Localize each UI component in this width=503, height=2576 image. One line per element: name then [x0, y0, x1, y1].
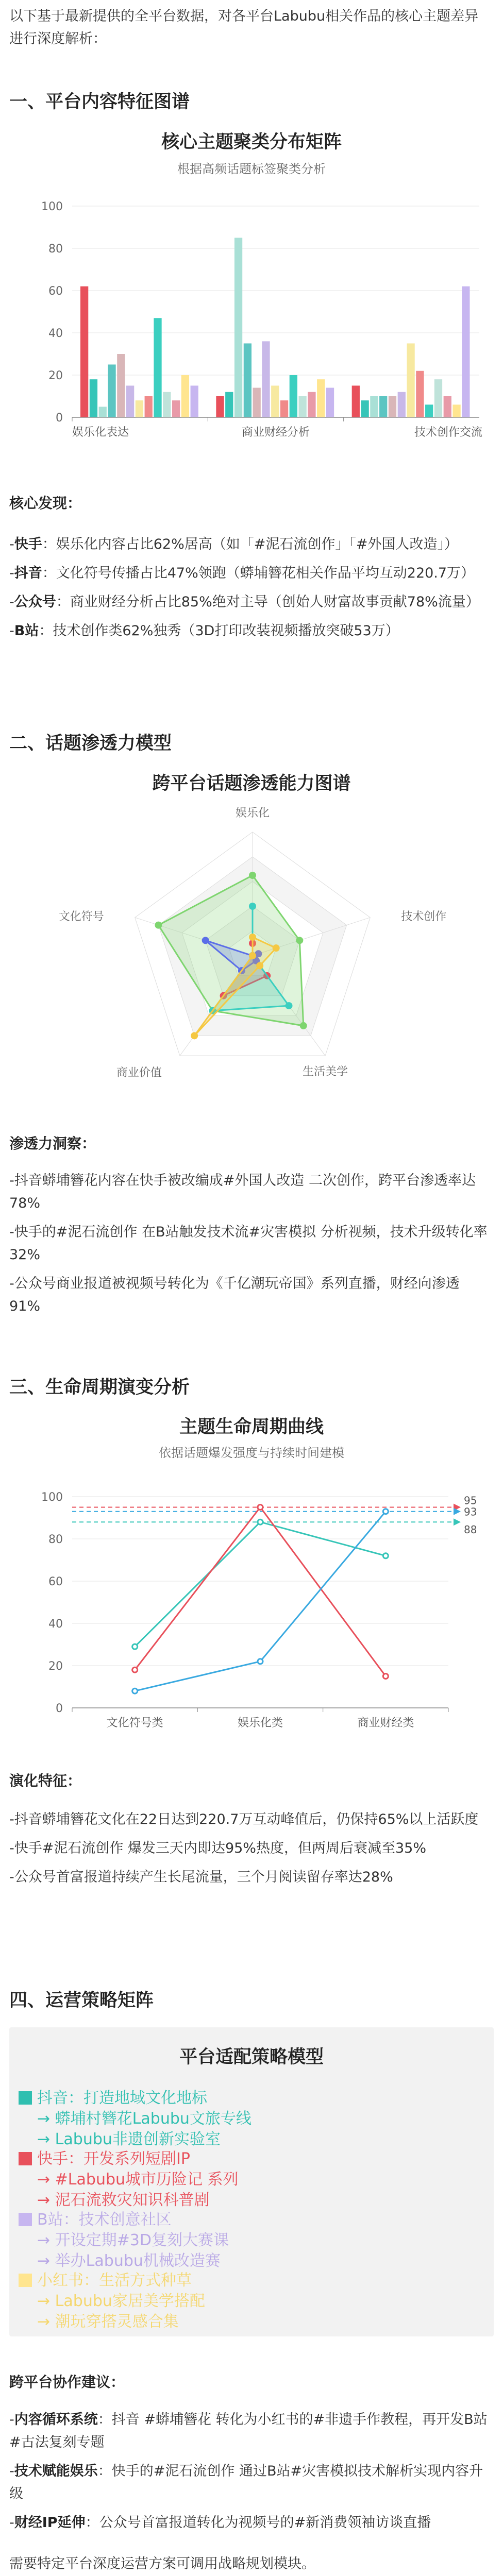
bar — [145, 396, 153, 417]
bar — [379, 396, 387, 417]
xiaohongshu-swatch-icon — [19, 2274, 32, 2287]
bilibili-swatch-icon — [19, 2213, 32, 2226]
strategy-kuaishou: 快手：开发系列短剧IP → #Labubu城市历险记 系列 → 泥石流救灾知识科普剧 — [19, 2149, 482, 2211]
bar — [407, 344, 414, 418]
radar-indicator-label: 文化符号 — [58, 910, 104, 923]
insight-item: -公众号商业报道被视频号转化为《千亿潮玩帝国》系列直播，财经向渗透91% — [9, 1276, 460, 1314]
y-tick-label: 40 — [48, 327, 63, 340]
insight-title: 渗透力洞察： — [9, 1135, 96, 1152]
radar-point — [256, 962, 263, 969]
evolution-list — [9, 1808, 489, 1889]
bar — [416, 371, 424, 417]
line-point — [132, 1688, 138, 1693]
series-line — [135, 1507, 386, 1676]
y-tick-label: 80 — [48, 1533, 63, 1546]
line-point — [383, 1509, 388, 1514]
bar — [225, 392, 233, 417]
bar — [298, 396, 306, 417]
bar — [352, 386, 360, 418]
finding-item: -快手：娱乐化内容占比62%居高（如「#泥石流创作」「#外国人改造」） — [9, 536, 459, 552]
y-tick-label: 0 — [56, 412, 63, 425]
bar — [262, 341, 270, 417]
radar-point — [191, 1032, 198, 1039]
bar — [172, 400, 180, 417]
markline-arrow — [454, 1518, 461, 1526]
intro-text: 以下基于最新提供的全平台数据，对各平台Labubu相关作品的核心主题差异进行深度解析： — [9, 8, 479, 47]
finding-item: -抖音：文化符号传播占比47%领跑（蟒埔簪花相关作品平均互动220.7万） — [9, 565, 475, 581]
x-tick-label: 娱乐化类 — [237, 1717, 283, 1730]
finding-item: -B站：技术创作类62%独秀（3D打印改装视频播放突破53万） — [9, 623, 399, 639]
bar — [80, 286, 88, 417]
bar — [136, 400, 143, 417]
bar — [244, 344, 252, 418]
line-point — [258, 1505, 263, 1510]
bar — [271, 386, 279, 418]
markline-label: 95 — [464, 1494, 477, 1507]
strategy-box-title: 平台适配策略模型 — [179, 2047, 324, 2067]
kuaishou-swatch-icon — [19, 2152, 32, 2165]
bar — [317, 379, 325, 417]
radar-indicator-label: 技术创作 — [401, 910, 447, 923]
bar — [191, 386, 198, 418]
bar — [234, 238, 242, 418]
line-point — [132, 1667, 138, 1672]
bar — [253, 388, 261, 417]
y-tick-label: 20 — [48, 1660, 63, 1673]
evolution-item: -快手#泥石流创作 爆发三天内即达95%热度，但两周后衰减至35% — [9, 1840, 426, 1856]
y-tick-label: 40 — [48, 1618, 63, 1631]
x-tick-label: 商业财经类 — [357, 1717, 414, 1730]
radar-point — [273, 944, 280, 952]
line-point — [132, 1644, 138, 1649]
radar-point — [300, 1022, 307, 1029]
line-chart-title: 主题生命周期曲线 — [179, 1417, 324, 1437]
section2-title: 二、话题渗透力模型 — [9, 733, 172, 754]
bar — [290, 375, 297, 417]
bar — [398, 392, 406, 417]
bar — [280, 400, 288, 417]
insight-list — [9, 1170, 489, 1318]
collab-item: -技术赋能娱乐：快手的#泥石流创作 通过B站#灾害模拟技术解析实现内容升级 — [9, 2463, 483, 2502]
insight-item: -抖音蟒埔簪花内容在快手被改编成#外国人改造 二次创作，跨平台渗透率达78% — [9, 1173, 476, 1211]
y-tick-label: 100 — [41, 200, 63, 213]
evolution-item: -抖音蟒埔簪花文化在22日达到220.7万互动峰值后，仍保持65%以上活跃度 — [9, 1811, 479, 1827]
evolution-title: 演化特征： — [9, 1772, 82, 1789]
line-chart — [0, 1463, 503, 1741]
line-point — [258, 1659, 263, 1664]
strategy-xiaohongshu: 小红书：生活方式种草 → Labubu家居美学搭配 → 潮玩穿搭灵感合集 — [19, 2270, 482, 2332]
bar-chart-subtitle: 根据高频话题标签聚类分析 — [177, 162, 326, 176]
collab-list — [9, 2409, 489, 2534]
bar — [370, 396, 378, 417]
bar — [90, 379, 97, 417]
radar-point — [249, 952, 256, 959]
radar-chart — [0, 796, 503, 1100]
bar — [308, 392, 315, 417]
radar-point — [249, 872, 256, 879]
bar — [126, 386, 134, 418]
radar-indicator-label: 商业价值 — [116, 1066, 162, 1080]
douyin-swatch-icon — [19, 2091, 32, 2105]
section3-title: 三、生命周期演变分析 — [9, 1377, 190, 1398]
bar — [117, 354, 125, 417]
bar — [181, 375, 189, 417]
bar-chart-title: 核心主题聚类分布矩阵 — [161, 132, 342, 152]
collab-title: 跨平台协作建议： — [9, 2374, 125, 2391]
line-point — [258, 1519, 263, 1524]
radar-indicator-label: 娱乐化 — [235, 807, 270, 820]
bar — [108, 365, 115, 418]
insight-item: -快手的#泥石流创作 在B站触发技术流#灾害模拟 分析视频，技术升级转化率32% — [9, 1224, 488, 1263]
series-line — [135, 1522, 386, 1647]
radar-point — [202, 937, 209, 944]
radar-point — [286, 1002, 293, 1009]
findings-title: 核心发现： — [9, 495, 82, 512]
line-chart-subtitle: 依据话题爆发强度与持续时间建模 — [159, 1446, 344, 1460]
x-tick-label: 商业财经分析 — [241, 426, 310, 439]
markline-label: 88 — [464, 1523, 477, 1536]
bar — [326, 388, 334, 417]
bar — [434, 379, 442, 417]
bar-chart — [0, 180, 503, 459]
strategy-douyin: 抖音：打造地域文化地标 → 蟒埔村簪花Labubu文旅专线 → Labubu非遗创新实验室 — [19, 2088, 482, 2150]
strategy-box — [9, 2027, 494, 2336]
bar — [361, 400, 368, 417]
y-tick-label: 20 — [48, 369, 63, 382]
radar-point — [249, 934, 256, 941]
markline-label: 93 — [464, 1505, 477, 1518]
collab-item: -财经IP延伸：公众号首富报道转化为视频号的#新消费领袖访谈直播 — [9, 2515, 431, 2531]
section1-title: 一、平台内容特征图谱 — [9, 92, 190, 112]
strategy-bilibili: B站：技术创意社区 → 开设定期#3D复刻大赛课 → 举办Labubu机械改造赛 — [19, 2210, 482, 2272]
bar — [444, 396, 451, 417]
footer-text: 需要特定平台深度运营方案可调用战略规划模块。 — [9, 2556, 315, 2572]
radar-point — [296, 937, 303, 944]
radar-point — [155, 922, 162, 929]
section4-title: 四、运营策略矩阵 — [9, 1990, 154, 2011]
x-tick-label: 娱乐化表达 — [72, 426, 129, 439]
y-tick-label: 0 — [56, 1702, 63, 1715]
radar-chart-title: 跨平台话题渗透能力图谱 — [152, 773, 351, 794]
bar — [389, 396, 396, 417]
bar — [216, 396, 224, 417]
x-tick-label: 技术创作交流 — [414, 426, 483, 439]
collab-item: -内容循环系统：抖音 #蟒埔簪花 转化为小红书的#非遗手作教程，再开发B站#古法复刻专题 — [9, 2412, 488, 2450]
line-point — [383, 1553, 388, 1558]
finding-item: -公众号：商业财经分析占比85%绝对主导（创始人财富故事贡献78%流量） — [9, 594, 480, 610]
bar — [154, 318, 161, 417]
line-point — [383, 1674, 388, 1679]
y-tick-label: 80 — [48, 243, 63, 256]
bar — [163, 392, 171, 417]
evolution-item: -公众号首富报道持续产生长尾流量，三个月阅读留存率达28% — [9, 1869, 393, 1885]
radar-indicator-label: 生活美学 — [303, 1065, 348, 1079]
bar — [99, 407, 107, 418]
bar — [425, 404, 433, 417]
radar-point — [249, 903, 256, 910]
findings-list — [9, 533, 489, 642]
y-tick-label: 100 — [41, 1491, 63, 1504]
x-tick-label: 文化符号类 — [106, 1717, 163, 1730]
y-tick-label: 60 — [48, 285, 63, 298]
bar — [452, 404, 460, 417]
bar — [462, 286, 470, 417]
y-tick-label: 60 — [48, 1575, 63, 1588]
